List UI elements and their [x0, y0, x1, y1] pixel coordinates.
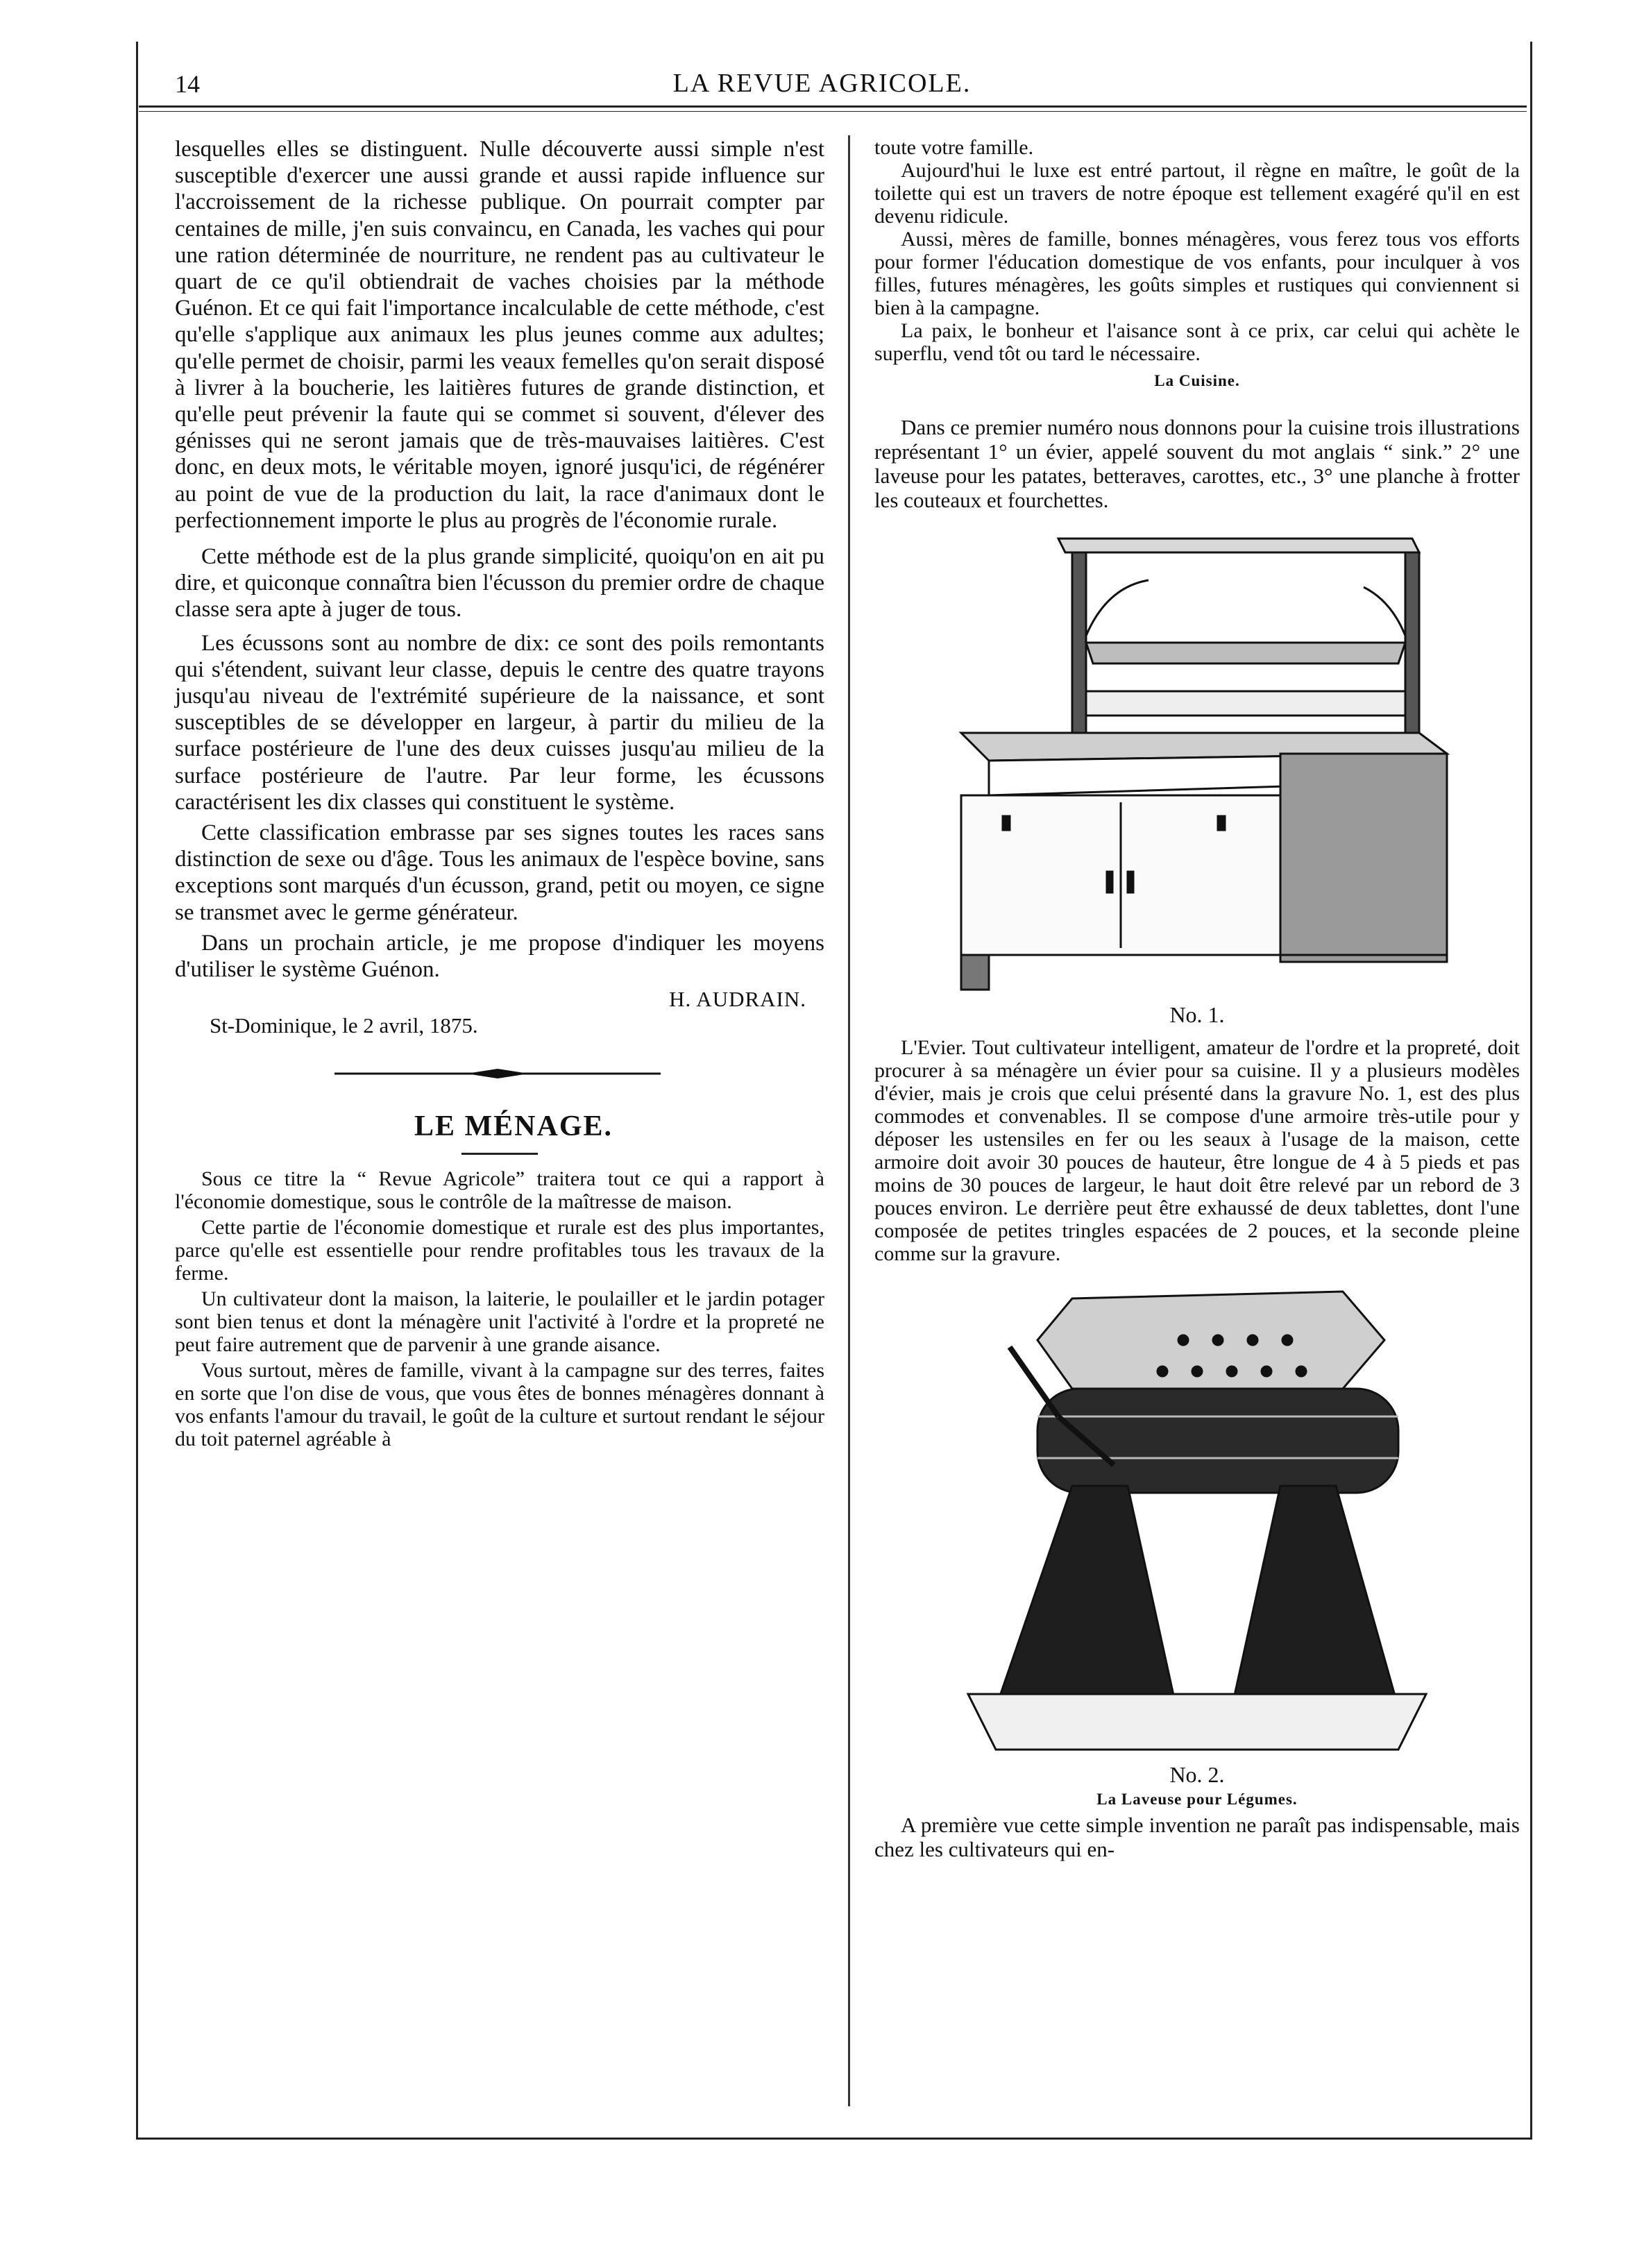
header-rule-thin	[139, 111, 1527, 112]
paragraph: La paix, le bonheur et l'aisance sont à ce prix, car celui qui achète le superflu, vend tôt ou tard le nécessaire.	[874, 319, 1520, 365]
author-signature: H. AUDRAIN.	[669, 987, 806, 1012]
section-title: LE MÉNAGE.	[414, 1110, 613, 1143]
figure-caption: No. 2.	[1169, 1762, 1225, 1787]
column-divider	[848, 135, 850, 2106]
paragraph: Aussi, mères de famille, bonnes ménagères, vous ferez tous vos efforts pour former l'éducation domestique de vos enfants, pour inculquer à vos filles, futures ménagères, les goûts simples et rustiques qui conviennent si bien à la campagne.	[874, 228, 1520, 319]
paragraph: lesquelles elles se distinguent. Nulle découverte aussi simple n'est susceptible d'exercer une aussi grande et aussi rapide influence sur l'accroissement de la richesse publique. On pourrait compter par centaines de mille, j'en suis convaincu, en Canada, les vaches qui pour une ration déterminée de nourriture, ne rendent pas au cultivateur le quart de ce qu'il obtiendrait de vaches choisies par la méthode Guénon. Et ce qui fait l'importance incalculable de cette méthode, c'est qu'elle s'applique aux animaux les plus jeunes comme aux adultes; qu'elle permet de choisir, parmi les veaux femelles qu'on serait disposé à livrer à la boucherie, les laitières futures de grande distinction, et qu'elle peut prévenir la faute qui se commet si souvent, d'élever des génisses qui ne seront jamais que de très-mauvaises laitières. C'est donc, en deux mots, le véritable moyen, ignoré jusqu'ici, de régénérer au point de vue de la production du lait, la race d'animaux dont le perfectionnement importe le plus au progrès de l'économie rurale.	[175, 137, 824, 533]
paragraph: Les écussons sont au nombre de dix: ce sont des poils remontants qui s'étendent, suivant leur classe, depuis le centre des quatre trayons jusqu'au niveau de l'extrémité supérieure de la naissance, et sont susceptibles de se développer en largeur, à partir du milieu de la surface postérieure de l'une des deux cuisses jusqu'au milieu de la surface postérieure de l'autre. Par leur forme, les écussons caractérisent les dix classes qui constituent le système.	[175, 630, 824, 815]
dateline: St-Dominique, le 2 avril, 1875.	[210, 1013, 478, 1038]
vegetable-washer-illustration	[954, 1278, 1440, 1757]
paragraph: Cette partie de l'économie domestique et rurale est des plus importantes, parce qu'elle est essentielle pour rendre profitables tous les travaux de la ferme.	[175, 1216, 824, 1285]
header-rule	[139, 105, 1527, 108]
paragraph: Dans un prochain article, je me propose d'indiquer les moyens d'utiliser le système Guénon.	[175, 930, 824, 983]
figure-caption: No. 1.	[1169, 1002, 1225, 1027]
laveuse-article	[874, 1813, 1520, 1861]
guenon-article	[175, 136, 824, 1038]
subheading-cuisine: La Cuisine.	[1154, 372, 1240, 389]
right-column	[874, 136, 1520, 1861]
paragraph: toute votre famille.	[874, 136, 1034, 159]
subheading-laveuse: La Laveuse pour Légumes.	[1096, 1791, 1298, 1808]
sink-illustration	[920, 525, 1475, 997]
paragraph: Aujourd'hui le luxe est entré partout, il règne en maître, le goût de la toilette qui est un travers de notre époque est tellement exagéré qu'il en est devenu ridicule.	[874, 159, 1520, 228]
paragraph: L'Evier. Tout cultivateur intelligent, amateur de l'ordre et la propreté, doit procurer à sa ménagère un évier pour sa cuisine. Il y a plusieurs modèles d'évier, mais je crois que celui présenté dans la gravure No. 1, est des plus commodes et convenables. Il se compose d'une armoire très-utile pour y déposer les ustensiles en fer ou les seaux à l'usage de la maison, cette armoire doit avoir 30 pouces de hauteur, être longue de 4 à 5 pieds et pas moins de 30 pouces de largeur, le haut doit être relevé par un rebord de 3 pouces environ. Le derrière peut être exhaussé de deux tablettes, dont l'une composée de petites tringles espacées de 2 pouces, et la seconde pleine comme sur la gravure.	[874, 1036, 1520, 1265]
paragraph: Cette méthode est de la plus grande simplicité, quoiqu'on en ait pu dire, et quiconque connaîtra bien l'écusson du premier ordre de chaque classe sera apte à juger de tous.	[175, 544, 824, 623]
page-number: 14	[175, 70, 200, 98]
paragraph: Vous surtout, mères de famille, vivant à la campagne sur des terres, faites en sorte que l'on dise de vous, que vous êtes de bonnes ménagères donnant à vos enfants l'amour du travail, le goût de la culture et surtout rendant le séjour du toit paternel agréable à	[175, 1359, 824, 1451]
paragraph: Sous ce titre la “ Revue Agricole” traitera tout ce qui a rapport à l'économie domestique, sous le contrôle de la maîtresse de maison.	[175, 1167, 824, 1214]
running-title: LA REVUE AGRICOLE.	[672, 69, 972, 98]
paragraph: Dans ce premier numéro nous donnons pour la cuisine trois illustrations représentant 1° un évier, appelé souvent du mot anglais “ sink.” 2° une laveuse pour les patates, betteraves, carottes, etc., 3° une planche à frotter les couteaux et fourchettes.	[874, 415, 1520, 512]
evier-article	[874, 1036, 1520, 1265]
paragraph: A première vue cette simple invention ne paraît pas indispensable, mais chez les cultivateurs qui en-	[874, 1813, 1520, 1861]
menage-article	[175, 1167, 824, 1450]
paragraph: Cette classification embrasse par ses signes toutes les races sans distinction de sexe ou d'âge. Tous les animaux de l'espèce bovine, sans exceptions sont marqués d'un écusson, grand, petit ou moyen, ce signe se transmet avec le germe générateur.	[175, 820, 824, 925]
title-rule	[461, 1153, 538, 1155]
paragraph: Un cultivateur dont la maison, la laiterie, le poulailler et le jardin potager sont bien tenus et dont la ménagère unit l'activité à l'ordre et la propreté ne peut faire autrement que de parvenir à une grande aisance.	[175, 1287, 824, 1357]
menage-continued	[874, 136, 1520, 365]
ornamental-rule	[334, 1067, 661, 1080]
left-column	[175, 136, 824, 1450]
cuisine-intro	[874, 415, 1520, 512]
